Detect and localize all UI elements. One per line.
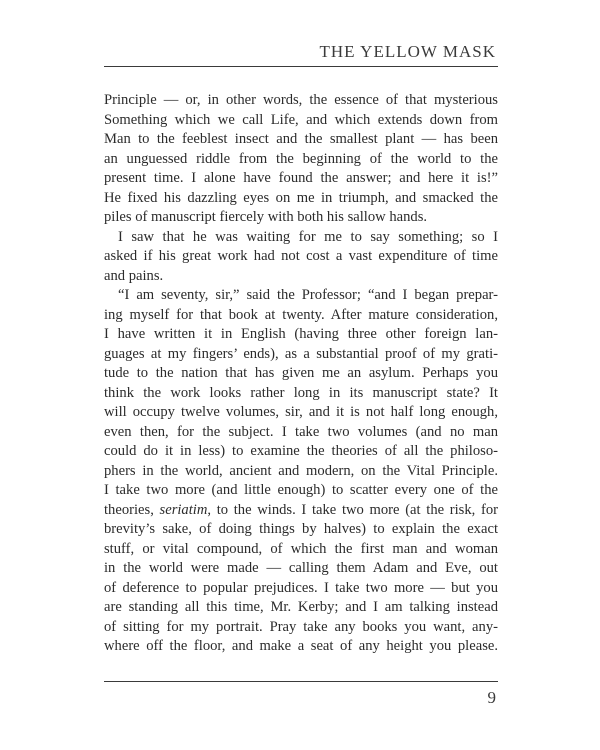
text-line: think the work looks rather long in its manuscript state? It	[104, 384, 498, 401]
text-line: present time. I alone have found the answer; and here it is!”	[104, 170, 498, 186]
page-number: 9	[487, 688, 496, 707]
text-line: Something which we call Life, and which extends down from	[104, 111, 498, 128]
text-line: He fixed his dazzling eyes on me in triumph, and smacked the	[104, 189, 498, 206]
text-line: guages at my fingers’ ends), as a substantial proof of my grati-	[104, 345, 498, 362]
text-line: Man to the feeblest insect and the smallest plant — has been	[104, 131, 498, 147]
text-line: could do it in less) to examine the theories of all the philoso-	[104, 443, 498, 459]
running-head-title: THE YELLOW MASK	[319, 42, 496, 61]
text-line: will occupy twelve volumes, sir, and it is not half long enough,	[104, 404, 498, 420]
text-line: piles of manuscript fiercely with both his sallow hands.	[104, 209, 428, 225]
text-line: tude to the nation that has given me an asylum. Perhaps you	[104, 365, 498, 381]
text-line: of sitting for my portrait. Pray take any books you want, any-	[104, 618, 498, 635]
text-line: where off the floor, and make a seat of any height you please.	[104, 638, 498, 654]
text-line: are standing all this time, Mr. Kerby; and I am talking instead	[104, 599, 498, 615]
text-line: in the world were made — calling them Adam and Eve, out	[104, 560, 498, 576]
text-line: phers in the world, ancient and modern, on the Vital Principle.	[104, 462, 498, 479]
text-line: I take two more (and little enough) to scatter every one of the	[104, 482, 498, 498]
text-line: and pains.	[104, 267, 164, 284]
text-line: “I am seventy, sir,” said the Professor; “and I began prepar-	[118, 287, 498, 303]
text-line: stuff, or vital compound, of which the first man and woman	[104, 540, 498, 557]
text-line: theories, seriatim, to the winds. I take two more (at the risk, for	[104, 501, 498, 518]
text-line: Principle — or, in other words, the essence of that mysterious	[104, 92, 498, 108]
header-rule	[104, 66, 498, 67]
text-line: of deference to popular prejudices. I take two more — but you	[104, 579, 498, 596]
body-text	[104, 91, 498, 657]
text-line: brevity’s sake, of doing things by halves) to explain the exact	[104, 521, 498, 537]
footer-rule	[104, 681, 498, 682]
text-line: an unguessed riddle from the beginning of the world to the	[104, 150, 498, 167]
text-line: ing myself for that book at twenty. After mature consideration,	[104, 306, 498, 323]
text-line: I saw that he was waiting for me to say something; so I	[118, 228, 498, 245]
text-line: asked if his great work had not cost a vast expenditure of time	[104, 248, 498, 264]
text-line: even then, for the subject. I take two volumes (and no man	[104, 423, 498, 440]
text-line: I have written it in English (having three other foreign lan-	[104, 326, 498, 342]
